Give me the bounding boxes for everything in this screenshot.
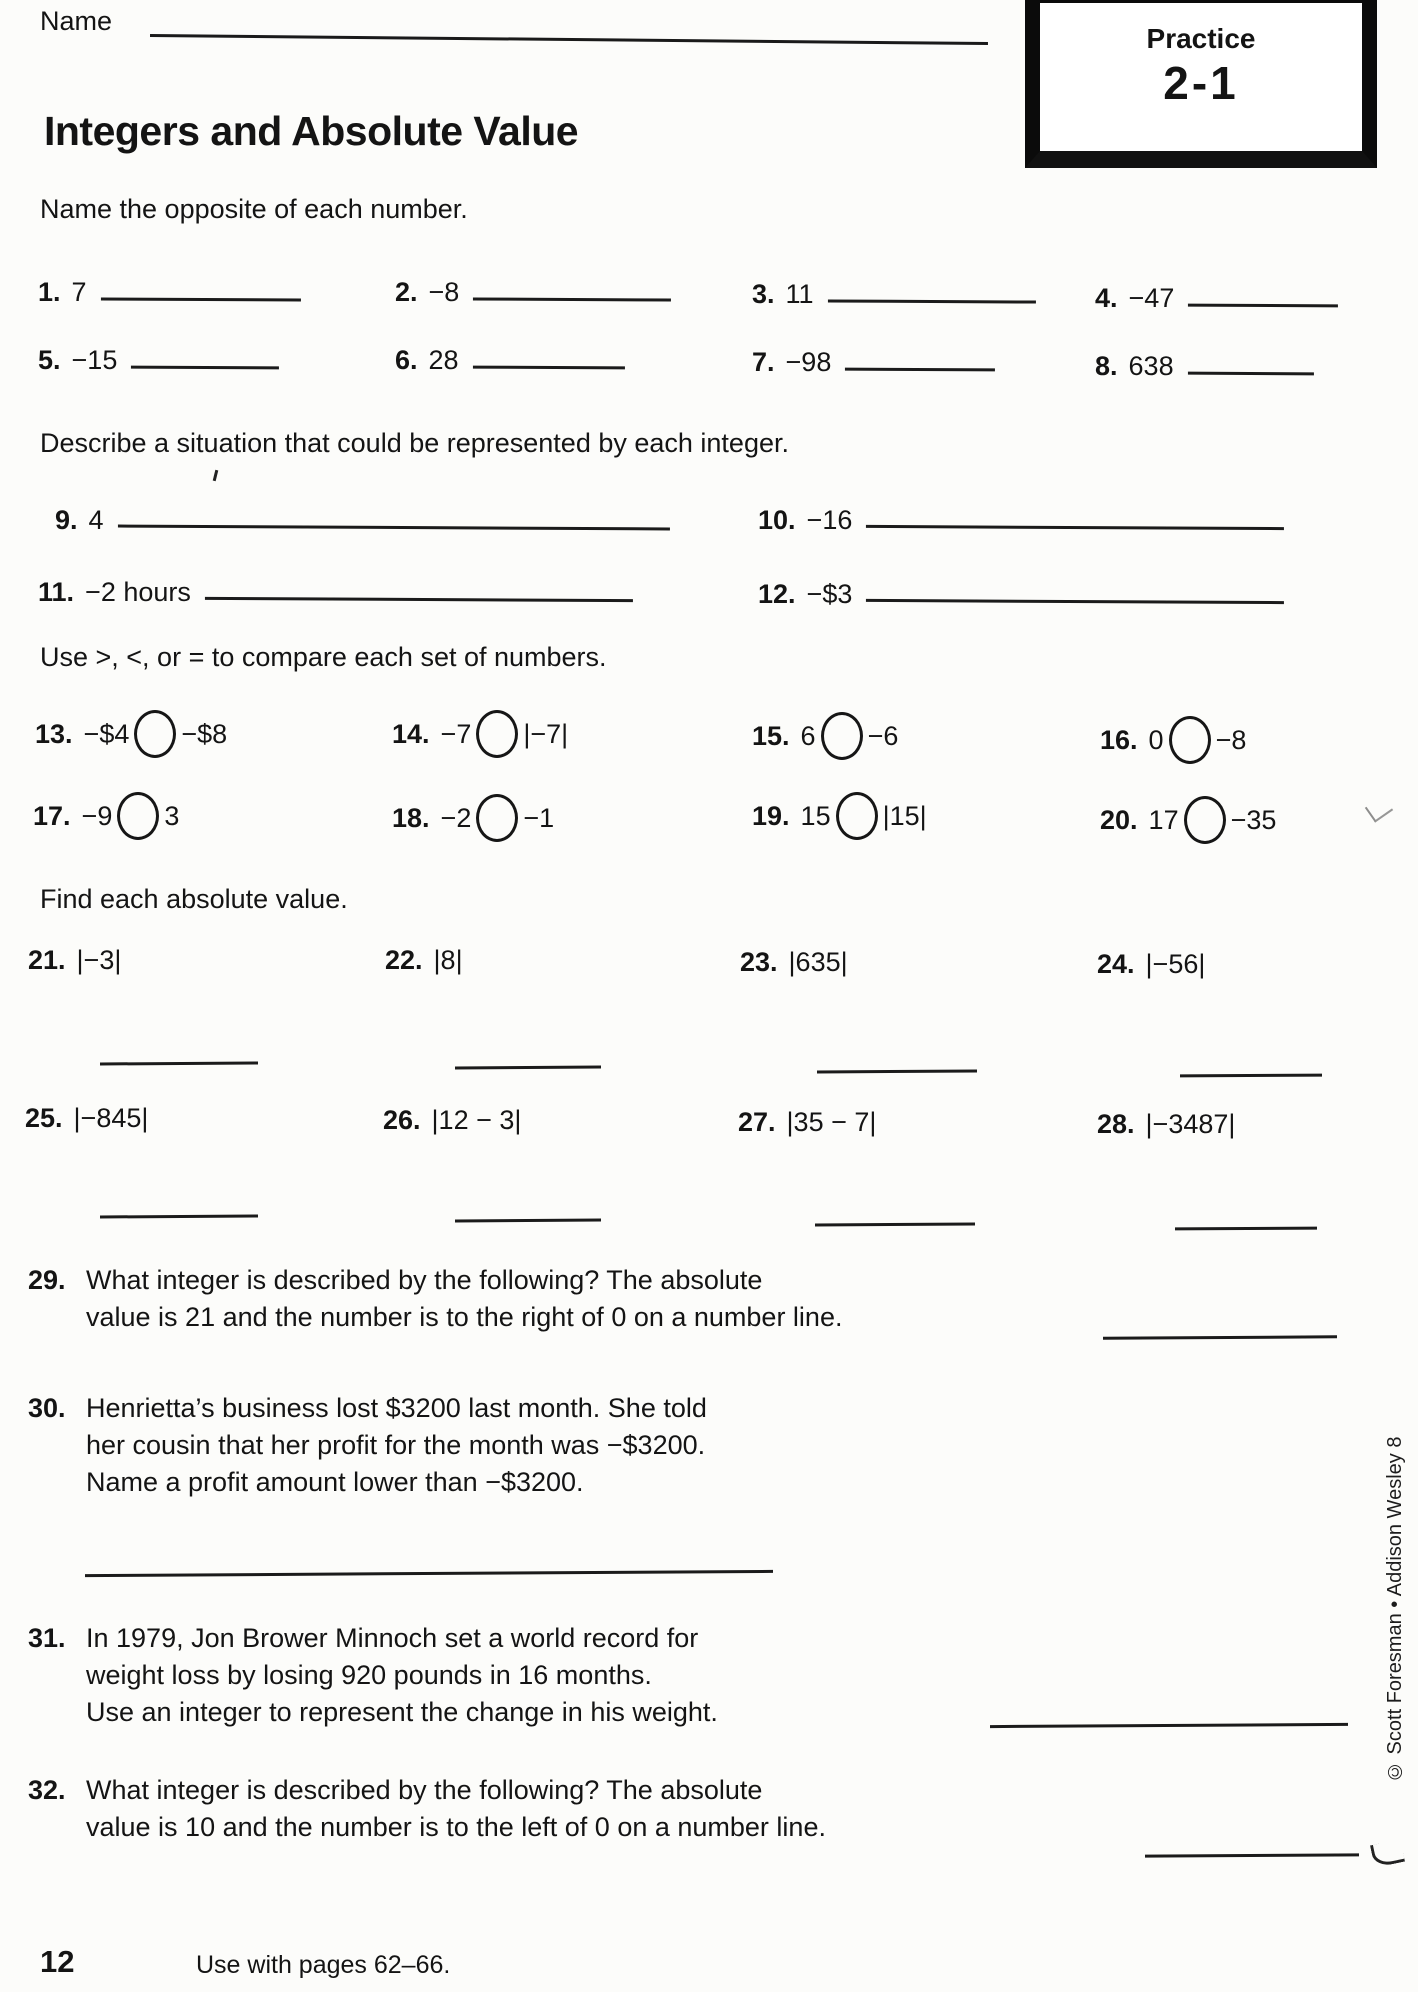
- problem-value: −2 hours: [85, 577, 191, 607]
- problem-number: 21.: [28, 945, 66, 975]
- problem-number: 30.: [28, 1393, 66, 1423]
- right-value: |−7|: [523, 719, 569, 749]
- problem-number: 25.: [25, 1103, 63, 1133]
- problem-number: 32.: [28, 1775, 66, 1805]
- problem-16: [1100, 716, 1246, 764]
- problem-number: 20.: [1100, 805, 1138, 835]
- comparison-circle: [117, 792, 159, 840]
- problem-number: 6.: [395, 345, 418, 375]
- instruction-compare: Use >, <, or = to compare each set of numbers.: [40, 642, 607, 672]
- problem-5: [38, 340, 279, 376]
- name-blank-line: [150, 2, 988, 45]
- left-value: −7: [440, 719, 472, 749]
- problem-number: 5.: [38, 345, 61, 375]
- problem-value: 638: [1128, 351, 1174, 381]
- left-value: 15: [800, 801, 831, 831]
- problem-8: [1095, 346, 1314, 382]
- instruction-absolute: Find each absolute value.: [40, 884, 348, 914]
- problem-value: −98: [785, 347, 832, 377]
- problem-number: 23.: [740, 947, 778, 977]
- answer-blank: [131, 340, 279, 370]
- problem-2: [395, 272, 671, 308]
- problem-27: [738, 1107, 876, 1138]
- answer-blank: [1188, 278, 1338, 308]
- right-value: −8: [1215, 725, 1247, 755]
- comparison-circle: [821, 712, 863, 760]
- problem-number: 14.: [392, 719, 430, 749]
- scan-artifact: [1365, 795, 1393, 822]
- answer-blank: [205, 571, 633, 602]
- problem-10: [758, 500, 1284, 536]
- answer-blank: [990, 1723, 1348, 1728]
- answer-blank: [100, 1062, 258, 1066]
- problem-number: 29.: [28, 1265, 66, 1295]
- problem-7: [752, 342, 995, 378]
- problem-value: 28: [428, 345, 459, 375]
- left-value: 6: [800, 721, 816, 751]
- problem-number: 19.: [752, 801, 790, 831]
- problem-3: [752, 274, 1036, 310]
- problem-number: 22.: [385, 945, 423, 975]
- problem-12: [758, 574, 1284, 610]
- right-value: |15|: [882, 801, 927, 831]
- problem-13: [35, 710, 227, 758]
- problem-6: [395, 340, 625, 376]
- answer-blank: [1145, 1853, 1359, 1857]
- problem-value: |8|: [433, 945, 463, 975]
- problem-value: −47: [1128, 283, 1175, 313]
- problem-number: 4.: [1095, 283, 1118, 313]
- problem-1: [38, 272, 301, 308]
- problem-11: [38, 572, 633, 608]
- problem-value: 4: [88, 505, 104, 535]
- problem-number: 15.: [752, 721, 790, 751]
- problem-value: 11: [785, 279, 814, 309]
- answer-blank: [827, 273, 1035, 303]
- problem-value: |−3|: [76, 945, 122, 975]
- word-problem-30: [28, 1390, 707, 1501]
- comparison-circle: [134, 710, 176, 758]
- page-title: Integers and Absolute Value: [44, 108, 579, 154]
- right-value: 3: [164, 801, 180, 831]
- answer-blank: [100, 271, 300, 301]
- problem-18: [392, 794, 554, 842]
- problem-4: [1095, 278, 1338, 314]
- problem-value: |635|: [788, 947, 848, 977]
- practice-box: [1025, 0, 1377, 168]
- problem-number: 9.: [55, 505, 78, 535]
- answer-blank: [815, 1223, 975, 1227]
- comparison-circle: [1184, 796, 1226, 844]
- problem-text: What integer is described by the following? The absolute value is 21 and the number is to the right of 0 on a number line.: [86, 1265, 843, 1332]
- left-value: −9: [81, 801, 113, 831]
- scan-artifact: [1370, 1839, 1405, 1868]
- problem-number: 31.: [28, 1623, 66, 1653]
- problem-value: −8: [428, 277, 460, 307]
- instruction-opposites: Name the opposite of each number.: [40, 194, 468, 224]
- problem-value: 7: [71, 277, 87, 307]
- word-problem-31: [28, 1620, 718, 1731]
- problem-22: [385, 945, 463, 976]
- problem-20: [1100, 796, 1276, 844]
- problem-23: [740, 947, 848, 978]
- problem-number: 1.: [38, 277, 61, 307]
- problem-text: What integer is described by the following? The absolute value is 10 and the number is to the left of 0 on a number line.: [86, 1775, 826, 1842]
- left-value: −$4: [83, 719, 130, 749]
- left-value: −2: [440, 803, 472, 833]
- problem-value: |−56|: [1145, 949, 1206, 979]
- answer-blank: [85, 1570, 773, 1577]
- problem-value: |−845|: [73, 1103, 149, 1133]
- comparison-circle: [476, 794, 518, 842]
- problem-number: 27.: [738, 1107, 776, 1137]
- answer-blank: [1103, 1335, 1337, 1339]
- problem-value: −$3: [806, 579, 853, 609]
- left-value: 0: [1148, 725, 1164, 755]
- problem-number: 10.: [758, 505, 796, 535]
- problem-25: [25, 1103, 148, 1134]
- answer-blank: [817, 1070, 977, 1074]
- publisher-credit: © Scott Foresman • Addison Wesley 8: [1384, 1436, 1406, 1782]
- scan-artifact: [213, 470, 219, 481]
- problem-value: |12 − 3|: [431, 1105, 522, 1135]
- problem-28: [1097, 1109, 1235, 1140]
- answer-blank: [473, 340, 625, 370]
- right-value: −$8: [181, 719, 228, 749]
- answer-blank: [1188, 346, 1314, 376]
- answer-blank: [455, 1066, 601, 1070]
- problem-26: [383, 1105, 521, 1136]
- answer-blank: [473, 271, 671, 301]
- problem-number: 24.: [1097, 949, 1135, 979]
- problem-number: 18.: [392, 803, 430, 833]
- word-problem-32: [28, 1772, 826, 1846]
- answer-blank: [455, 1219, 601, 1223]
- problem-value: |−3487|: [1145, 1109, 1236, 1139]
- problem-number: 16.: [1100, 725, 1138, 755]
- left-value: 17: [1148, 805, 1179, 835]
- right-value: −1: [523, 803, 555, 833]
- answer-blank: [100, 1215, 258, 1219]
- name-label: Name: [40, 6, 113, 36]
- problem-number: 26.: [383, 1105, 421, 1135]
- answer-blank: [1180, 1074, 1322, 1078]
- problem-number: 12.: [758, 579, 796, 609]
- practice-number: 2-1: [1163, 57, 1239, 109]
- problem-19: [752, 792, 927, 840]
- right-value: −6: [867, 721, 899, 751]
- problem-number: 13.: [35, 719, 73, 749]
- answer-blank: [866, 499, 1284, 530]
- problem-text: In 1979, Jon Brower Minnoch set a world record for weight loss by losing 920 pounds in 16 months. Use an integer to represent the change in his weight.: [86, 1623, 718, 1727]
- problem-value: |35 − 7|: [786, 1107, 877, 1137]
- problem-number: 28.: [1097, 1109, 1135, 1139]
- comparison-circle: [1169, 716, 1211, 764]
- problem-number: 3.: [752, 279, 775, 309]
- problem-number: 17.: [33, 801, 71, 831]
- footer-page-number: 12: [40, 1944, 75, 1979]
- problem-14: [392, 710, 568, 758]
- instruction-situations: Describe a situation that could be represented by each integer.: [40, 428, 789, 458]
- comparison-circle: [476, 710, 518, 758]
- footer-note: Use with pages 62–66.: [196, 1951, 451, 1979]
- answer-blank: [1175, 1227, 1317, 1231]
- problem-17: [33, 792, 179, 840]
- problem-number: 11.: [38, 577, 75, 607]
- answer-blank: [866, 573, 1284, 604]
- answer-blank: [845, 342, 995, 372]
- problem-value: −16: [806, 505, 853, 535]
- problem-21: [28, 945, 121, 976]
- problem-value: −15: [71, 345, 118, 375]
- problem-24: [1097, 949, 1205, 980]
- practice-label: Practice: [1146, 23, 1256, 54]
- problem-15: [752, 712, 898, 760]
- word-problem-29: [28, 1262, 842, 1336]
- answer-blank: [117, 499, 669, 531]
- problem-number: 2.: [395, 277, 418, 307]
- problem-number: 8.: [1095, 351, 1118, 381]
- problem-text: Henrietta’s business lost $3200 last month. She told her cousin that her profit for the month was −$3200. Name a profit amount lower than −$3200.: [86, 1393, 707, 1497]
- right-value: −35: [1230, 805, 1277, 835]
- problem-number: 7.: [752, 347, 775, 377]
- comparison-circle: [836, 792, 878, 840]
- problem-9: [55, 500, 670, 536]
